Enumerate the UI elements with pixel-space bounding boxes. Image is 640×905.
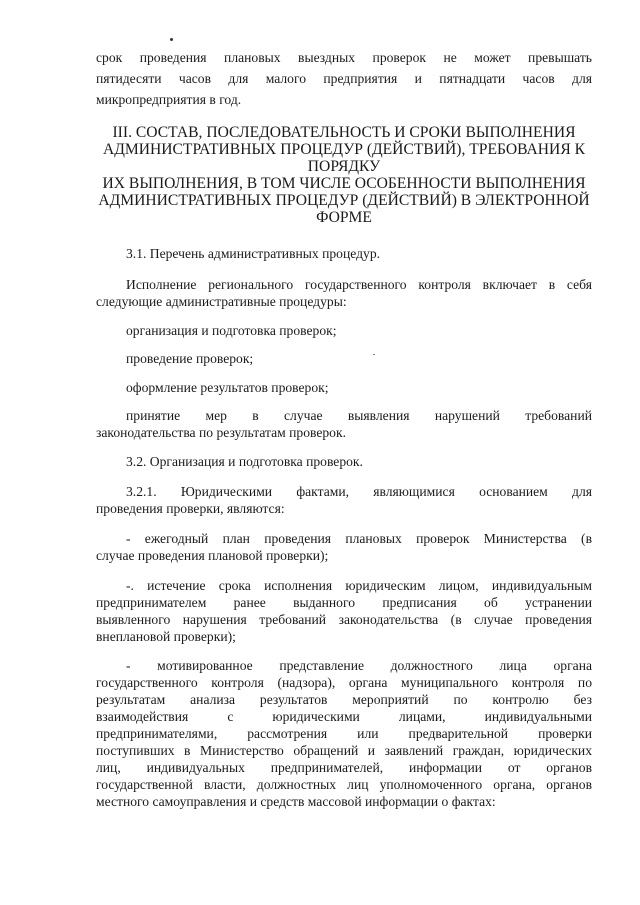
procedure-item-3: оформление результатов проверок; xyxy=(126,380,329,395)
basis-item-3-line-8: государственной власти, должностных лиц уполномоченного органа, органов xyxy=(96,777,592,792)
paragraph-3-1-line-2: следующие административные процедуры: xyxy=(96,294,347,309)
intro-line-3: микропредприятия в год. xyxy=(96,92,242,107)
basis-item-1-line-2: случае проведения плановой проверки); xyxy=(96,548,329,563)
basis-item-2-line-1: -. истечение срока исполнения юридическим лицом, индивидуальным xyxy=(126,578,592,593)
basis-item-3-line-2: государственного контроля (надзора), органа муниципального контроля по xyxy=(96,675,592,690)
intro-line-1: срок проведения плановых выездных проверок не может превышать xyxy=(96,50,592,65)
basis-item-3-line-3: результатам анализа результатов мероприятий по контролю без xyxy=(96,692,592,707)
procedure-item-4-line-1: принятие мер в случае выявления нарушений требований xyxy=(126,408,592,423)
basis-item-2-line-3: выявленного нарушения требований законодательства (в случае проведения xyxy=(96,612,592,627)
section-heading-line-4: ИХ ВЫПОЛНЕНИЯ, В ТОМ ЧИСЛЕ ОСОБЕННОСТИ ВЫПОЛНЕНИЯ xyxy=(102,175,586,192)
paragraph-3-1-line-1: Исполнение регионального государственного контроля включает в себя xyxy=(126,277,592,292)
basis-item-3-line-7: лиц, индивидуальных предпринимателей, информации от органов xyxy=(96,760,592,775)
basis-item-3-line-9: местного самоуправления и средств массовой информации о фактах: xyxy=(96,794,496,809)
scan-dot xyxy=(170,38,173,41)
section-heading-line-2: АДМИНИСТРАТИВНЫХ ПРОЦЕДУР (ДЕЙСТВИЙ), ТРЕБОВАНИЯ К xyxy=(102,141,586,158)
basis-item-2-line-2: предпринимателем ранее выданного предписания об устранении xyxy=(96,595,592,610)
procedure-item-1: организация и подготовка проверок; xyxy=(126,323,337,338)
basis-item-1-line-1: - ежегодный план проведения плановых проверок Министерства (в xyxy=(126,531,592,546)
paragraph-3-2-1-line-2: проведения проверки, являются: xyxy=(96,501,285,516)
subsection-3-2-title: 3.2. Организация и подготовка проверок. xyxy=(126,454,363,469)
procedure-item-4-line-2: законодательства по результатам проверок. xyxy=(96,425,346,440)
subsection-3-1-title: 3.1. Перечень административных процедур. xyxy=(126,246,381,261)
basis-item-3-line-1: - мотивированное представление должностного лица органа xyxy=(126,658,592,673)
basis-item-3-line-4: взаимодействия с юридическими лицами, индивидуальными xyxy=(96,709,592,724)
basis-item-3-line-5: предпринимателями, рассмотрения или предварительной проверки xyxy=(96,726,592,741)
basis-item-3-line-6: поступивших в Министерство обращений и заявлений граждан, юридических xyxy=(96,743,592,758)
section-heading-line-3: ПОРЯДКУ xyxy=(307,158,381,175)
section-heading-line-5: АДМИНИСТРАТИВНЫХ ПРОЦЕДУР (ДЕЙСТВИЙ) В ЭЛЕКТРОННОЙ xyxy=(98,192,590,209)
paragraph-3-2-1-line-1: 3.2.1. Юридическими фактами, являющимися основанием для xyxy=(126,484,592,499)
section-heading-line-1: III. СОСТАВ, ПОСЛЕДОВАТЕЛЬНОСТЬ И СРОКИ ВЫПОЛНЕНИЯ xyxy=(112,124,576,141)
basis-item-2-line-4: внеплановой проверки); xyxy=(96,629,236,644)
scan-speck xyxy=(373,354,375,355)
intro-line-2: пятидесяти часов для малого предприятия и пятнадцати часов для xyxy=(96,71,592,86)
procedure-item-2: проведение проверок; xyxy=(126,351,254,366)
section-heading-line-6: ФОРМЕ xyxy=(316,209,372,226)
